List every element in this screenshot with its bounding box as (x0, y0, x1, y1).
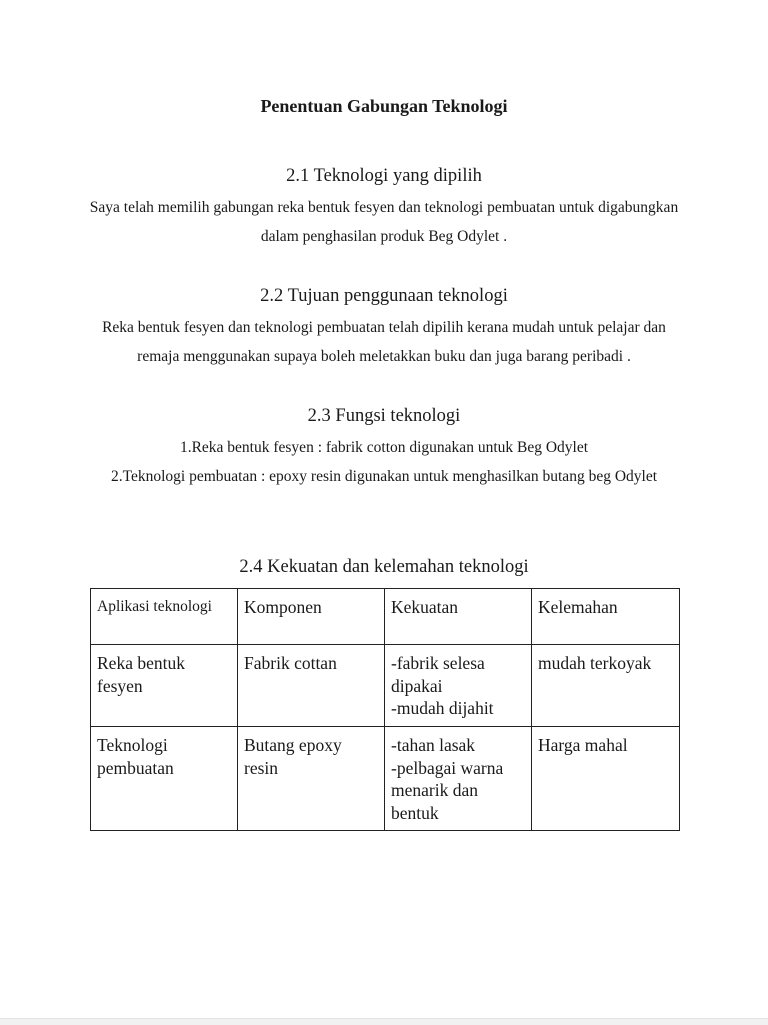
table-header-cell: Komponen (238, 589, 385, 645)
table-header-cell: Kekuatan (385, 589, 532, 645)
table-cell-aplikasi: Reka bentuk fesyen (91, 645, 238, 727)
function-list-item: 2.Teknologi pembuatan : epoxy resin digunakan untuk menghasilkan butang beg Odylet (110, 468, 658, 485)
kekuatan-line: -fabrik selesa dipakai (391, 653, 485, 696)
table-row (91, 645, 680, 727)
section-heading-2-1: 2.1 Teknologi yang dipilih (286, 166, 482, 186)
section-paragraph-2-1: Saya telah memilih gabungan reka bentuk fesyen dan teknologi pembuatan untuk digabungkan dalam penghasilan produk Beg Odylet . (89, 199, 679, 245)
table-cell-komponen: Butang epoxy resin (238, 727, 385, 831)
section-paragraph-2-2: Reka bentuk fesyen dan teknologi pembuatan telah dipilih kerana mudah untuk pelajar dan remaja menggunakan supaya boleh meletakkan buku dan juga barang peribadi . (102, 319, 666, 365)
table-header-row (91, 589, 680, 645)
kekuatan-line: -pelbagai warna menarik dan bentuk (391, 757, 504, 823)
table-row (91, 727, 680, 831)
table-cell-kelemahan: Harga mahal (532, 727, 680, 831)
table-cell-komponen: Fabrik cottan (238, 645, 385, 727)
section-heading-2-2: 2.2 Tujuan penggunaan teknologi (260, 286, 508, 306)
function-list-item: 1.Reka bentuk fesyen : fabrik cotton digunakan untuk Beg Odylet (179, 439, 589, 456)
kekuatan-line: -tahan lasak (391, 735, 476, 755)
table-cell-kekuatan (385, 645, 532, 727)
kekuatan-line: -mudah dijahit (391, 698, 494, 718)
table-cell-kelemahan: mudah terkoyak (532, 645, 680, 727)
document-title: Penentuan Gabungan Teknologi (260, 96, 508, 116)
table-header-cell: Kelemahan (532, 589, 680, 645)
section-heading-2-4: 2.4 Kekuatan dan kelemahan teknologi (239, 557, 529, 577)
strength-weakness-table (90, 588, 680, 831)
section-heading-2-3: 2.3 Fungsi teknologi (307, 406, 461, 426)
table-header-cell: Aplikasi teknologi (91, 589, 238, 645)
table-cell-kekuatan (385, 727, 532, 831)
table-cell-aplikasi: Teknologi pembuatan (91, 727, 238, 831)
function-list (80, 433, 688, 491)
